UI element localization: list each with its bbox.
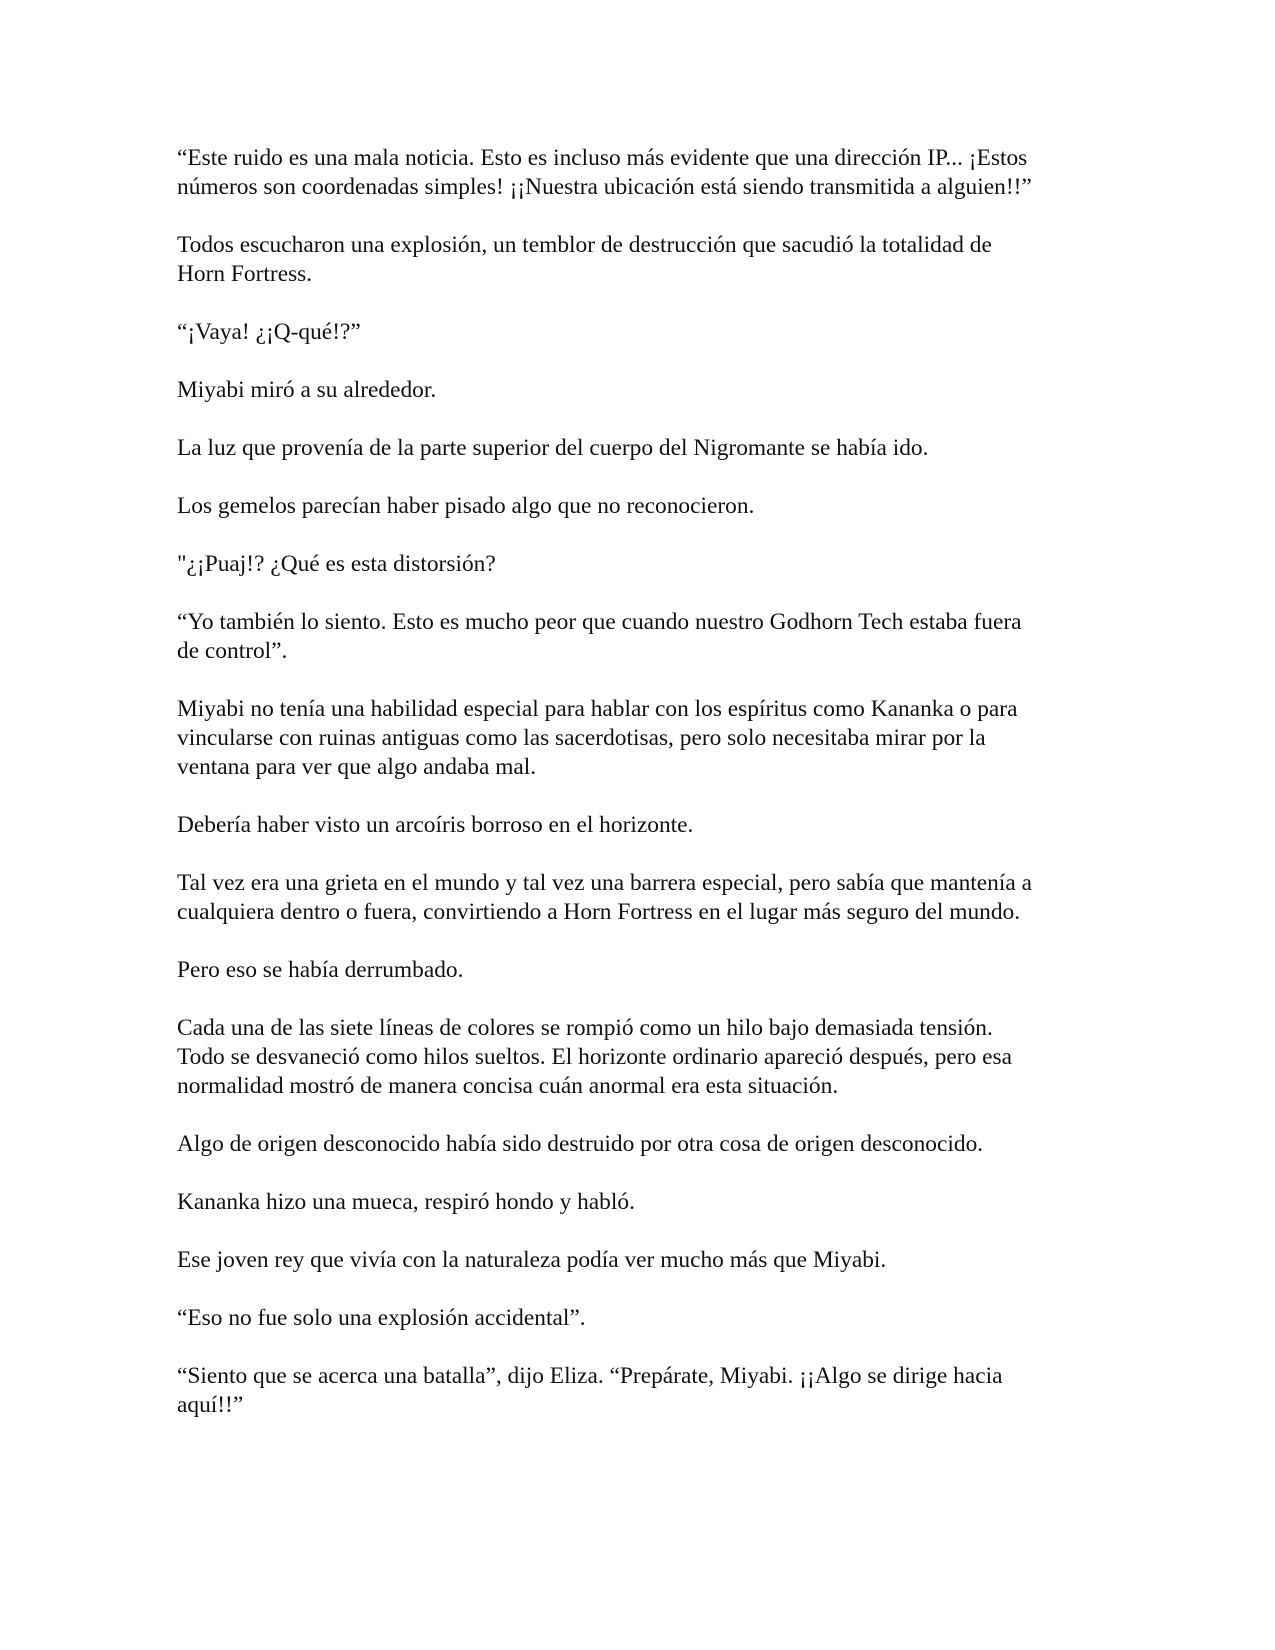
paragraph-15: Kananka hizo una mueca, respiró hondo y habló.: [177, 1189, 635, 1215]
paragraph-18: “Siento que se acerca una batalla”, dijo Eliza. “Prepárate, Miyabi. ¡¡Algo se dirige hacia aquí!!”: [177, 1363, 1003, 1418]
paragraph-8: “Yo también lo siento. Esto es mucho peor que cuando nuestro Godhorn Tech estaba fuera de control”.: [177, 609, 1022, 664]
paragraph-1: “Este ruido es una mala noticia. Esto es incluso más evidente que una dirección IP... ¡Estos números son coordenadas simples! ¡¡Nuestra ubicación está siendo transmitida a alguien!!”: [177, 145, 1032, 200]
paragraph-14: Algo de origen desconocido había sido destruido por otra cosa de origen desconocido.: [177, 1131, 984, 1157]
paragraph-6: Los gemelos parecían haber pisado algo que no reconocieron.: [177, 493, 755, 519]
paragraph-12: Pero eso se había derrumbado.: [177, 957, 464, 983]
paragraph-4: Miyabi miró a su alrededor.: [177, 377, 437, 403]
paragraph-11: Tal vez era una grieta en el mundo y tal vez una barrera especial, pero sabía que mantenía a cualquiera dentro o fuera, convirtiendo a Horn Fortress en el lugar más seguro del mundo.: [177, 870, 1032, 925]
paragraph-7: "¿¡Puaj!? ¿Qué es esta distorsión?: [177, 551, 496, 577]
paragraph-17: “Eso no fue solo una explosión accidental”.: [177, 1305, 586, 1331]
paragraph-9: Miyabi no tenía una habilidad especial para hablar con los espíritus como Kananka o para vincularse con ruinas antiguas como las sacerdotisas, pero solo necesitaba mirar por la ventana para ver que algo andaba mal.: [177, 696, 1018, 780]
document-body: [177, 144, 1107, 1449]
paragraph-16: Ese joven rey que vivía con la naturaleza podía ver mucho más que Miyabi.: [177, 1247, 887, 1273]
paragraph-2: Todos escucharon una explosión, un temblor de destrucción que sacudió la totalidad de Horn Fortress.: [177, 232, 992, 287]
paragraph-5: La luz que provenía de la parte superior del cuerpo del Nigromante se había ido.: [177, 435, 929, 461]
paragraph-3: “¡Vaya! ¿¡Q-qué!?”: [177, 319, 361, 345]
paragraph-13: Cada una de las siete líneas de colores se rompió como un hilo bajo demasiada tensión. Todo se desvaneció como hilos sueltos. El horizonte ordinario apareció después, pero esa normalidad mostró de manera concisa cuán anormal era esta situación.: [177, 1015, 1012, 1099]
paragraph-10: Debería haber visto un arcoíris borroso en el horizonte.: [177, 812, 694, 838]
